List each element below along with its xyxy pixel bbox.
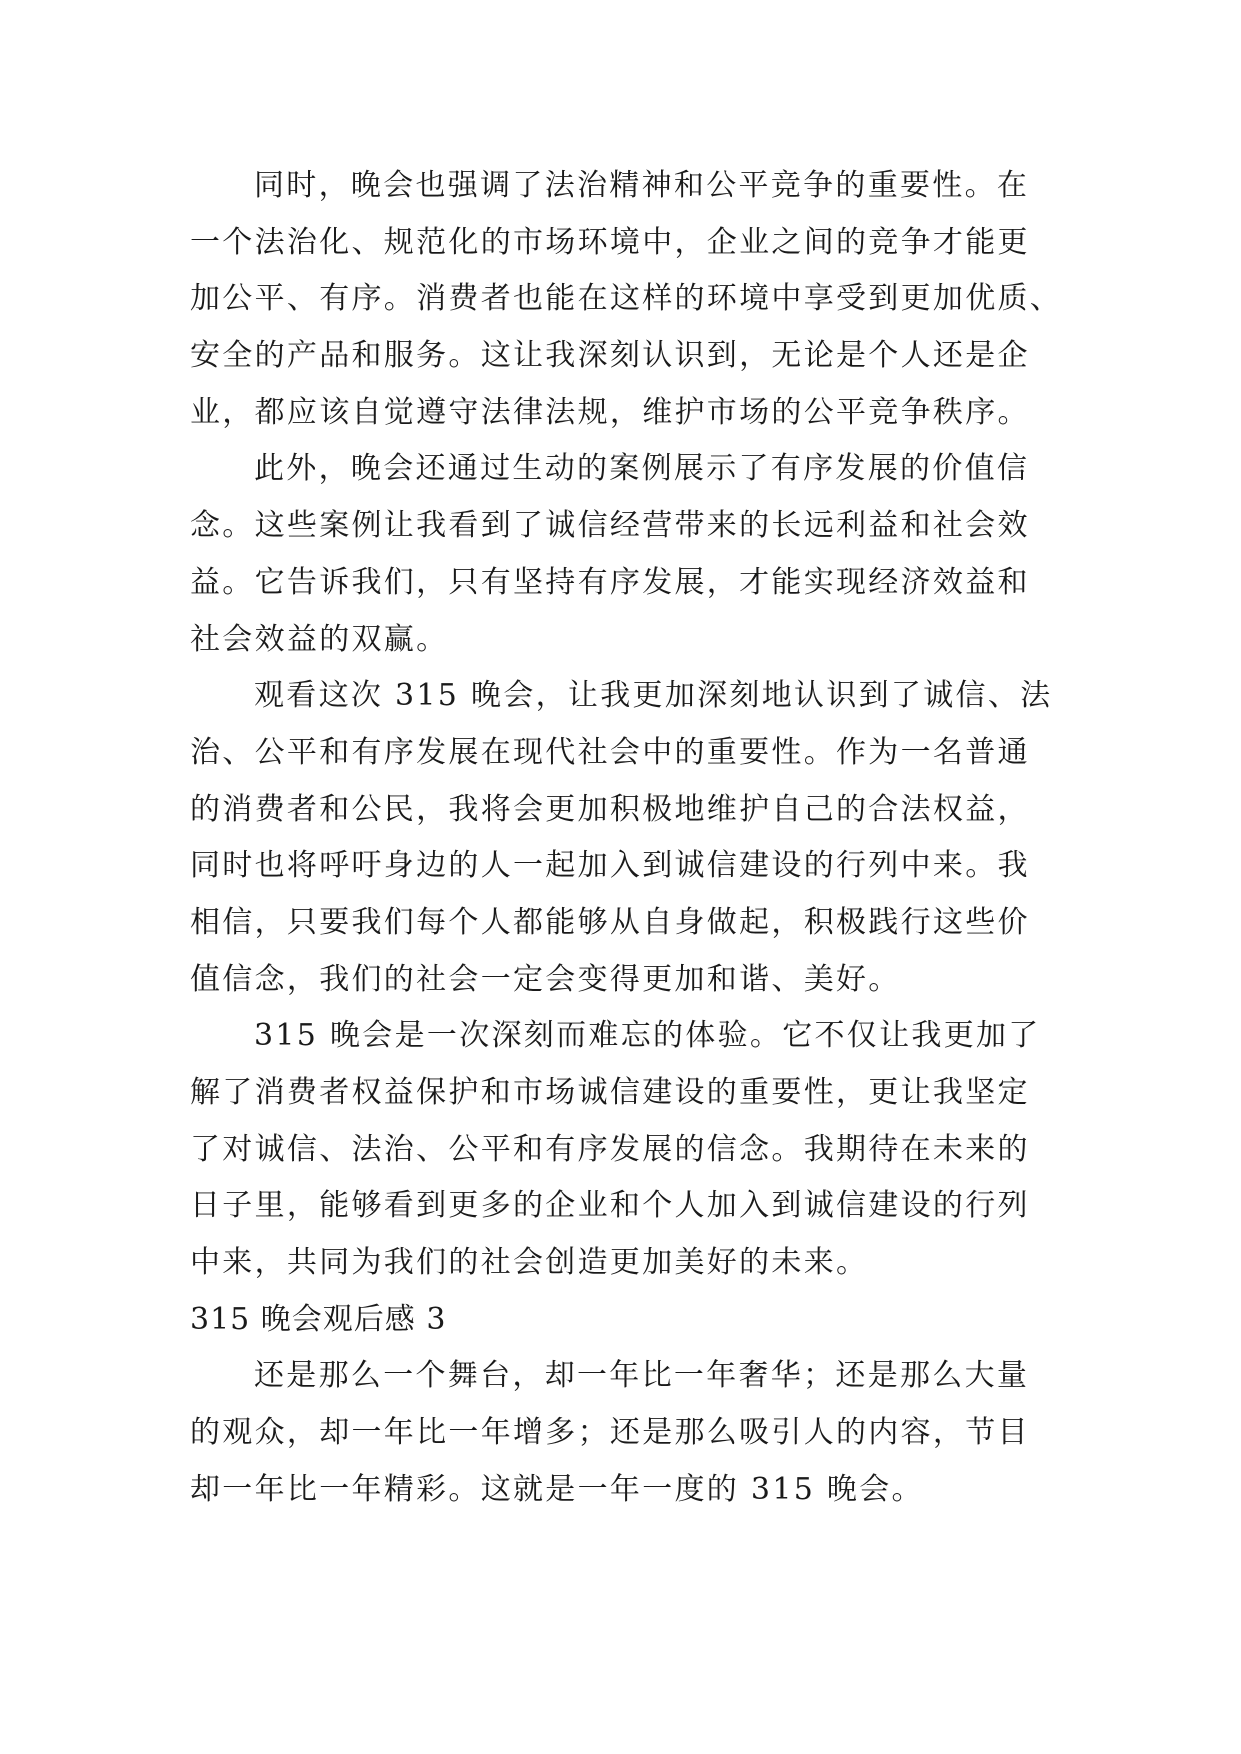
text-line: 的消费者和公民，我将会更加积极地维护自己的合法权益， — [190, 791, 1030, 827]
text-line: 此外，晚会还通过生动的案例展示了有序发展的价值信 — [254, 451, 1030, 487]
text-line: 治、公平和有序发展在现代社会中的重要性。作为一名普通 — [190, 734, 1030, 770]
text-line: 315 晚会是一次深刻而难忘的体验。它不仅让我更加了 — [254, 1018, 1041, 1054]
text-line: 相信，只要我们每个人都能够从自身做起，积极践行这些价 — [190, 904, 1030, 940]
paragraph — [190, 441, 1050, 668]
text-line: 安全的产品和服务。这让我深刻认识到，无论是个人还是企 — [190, 338, 1030, 374]
text-line: 同时，晚会也强调了法治精神和公平竞争的重要性。在 — [254, 168, 1030, 203]
text-line: 社会效益的双赢。 — [190, 621, 449, 657]
paragraph — [190, 158, 1063, 441]
text-line: 观看这次 315 晚会，让我更加深刻地认识到了诚信、法 — [254, 678, 1053, 714]
text-line: 还是那么一个舞台，却一年比一年奢华；还是那么大量 — [254, 1358, 1030, 1394]
text-line: 日子里，能够看到更多的企业和个人加入到诚信建设的行列 — [190, 1188, 1030, 1224]
text-line: 益。它告诉我们，只有坚持有序发展，才能实现经济效益和 — [190, 564, 1030, 600]
section-heading: 315 晚会观后感 3 — [190, 1301, 447, 1337]
document-body — [190, 158, 1063, 1519]
paragraph — [190, 668, 1053, 1008]
text-line: 中来，共同为我们的社会创造更加美好的未来。 — [190, 1245, 869, 1281]
text-line: 一个法治化、规范化的市场环境中，企业之间的竞争才能更 — [190, 224, 1030, 260]
text-line: 了对诚信、法治、公平和有序发展的信念。我期待在未来的 — [190, 1131, 1030, 1167]
text-line: 却一年比一年精彩。这就是一年一度的 315 晚会。 — [190, 1471, 924, 1507]
paragraph — [190, 1008, 1050, 1291]
text-line: 值信念，我们的社会一定会变得更加和谐、美好。 — [190, 961, 901, 997]
text-line: 念。这些案例让我看到了诚信经营带来的长远利益和社会效 — [190, 508, 1030, 544]
text-line: 的观众，却一年比一年增多；还是那么吸引人的内容，节目 — [190, 1415, 1030, 1451]
text-line: 同时也将呼吁身边的人一起加入到诚信建设的行列中来。我 — [190, 848, 1030, 884]
text-line: 解了消费者权益保护和市场诚信建设的重要性，更让我坚定 — [190, 1075, 1030, 1110]
text-line: 加公平、有序。消费者也能在这样的环境中享受到更加优质、 — [190, 281, 1063, 317]
paragraph — [190, 1348, 1050, 1518]
text-line: 业，都应该自觉遵守法律法规，维护市场的公平竞争秩序。 — [190, 394, 1030, 430]
